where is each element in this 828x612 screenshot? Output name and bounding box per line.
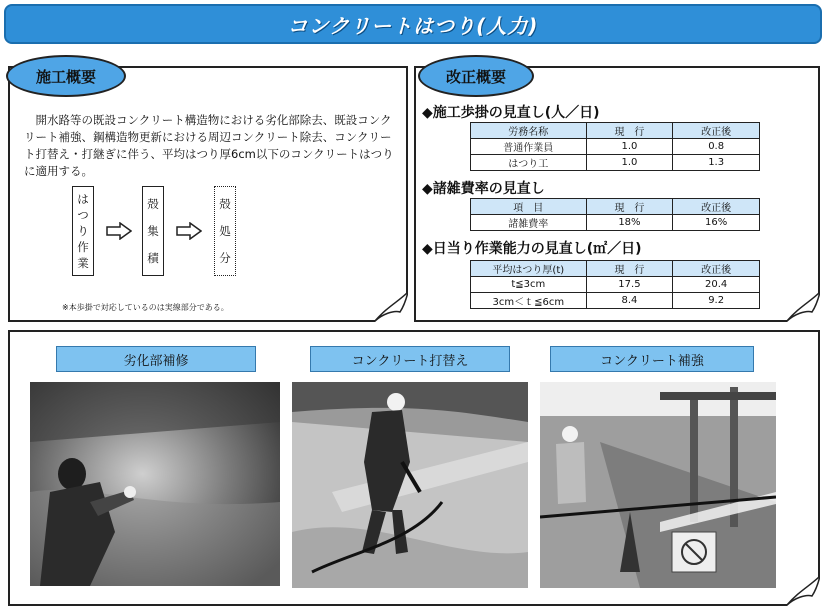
- page-fold-icon: [786, 292, 820, 322]
- table-header: 現 行: [586, 261, 673, 277]
- table-header: 項 目: [471, 199, 587, 215]
- table-row: [471, 293, 760, 309]
- section-title: ◆施工歩掛の見直し(人／日): [422, 105, 600, 121]
- flow-char: 作: [77, 240, 89, 254]
- table-cell: 普通作業員: [471, 139, 587, 155]
- flow-char: 処: [219, 223, 231, 238]
- table-cell: 8.4: [586, 293, 673, 309]
- photo-label: コンクリート補強: [550, 346, 754, 372]
- photos-panel: [8, 330, 820, 606]
- revision-panel: [414, 66, 820, 322]
- overview-panel: [8, 66, 408, 322]
- table-cell: 18%: [586, 215, 673, 231]
- flow-arrow-icon: [176, 222, 202, 240]
- table-cell: 20.4: [673, 277, 760, 293]
- page-title-banner: [4, 4, 822, 44]
- page-title: コンクリートはつり(人力): [287, 13, 539, 38]
- flow-step-shobun: [214, 186, 236, 276]
- table-header: 労務名称: [471, 123, 587, 139]
- table-header: 改正後: [673, 123, 760, 139]
- labor-table: [470, 122, 760, 171]
- overview-heading: 施工概要: [6, 55, 126, 97]
- table-cell: 9.2: [673, 293, 760, 309]
- flow-char: り: [77, 224, 89, 238]
- table-row: [471, 215, 760, 231]
- photo-label: 劣化部補修: [56, 346, 256, 372]
- flow-step-hatsuri: [72, 186, 94, 276]
- table-row: [471, 277, 760, 293]
- page-fold-icon: [786, 576, 820, 606]
- flow-char: 殻: [219, 197, 231, 212]
- table-cell: 1.0: [586, 155, 673, 171]
- table-row: [471, 155, 760, 171]
- table-cell: はつり工: [471, 155, 587, 171]
- table-cell: 諸雑費率: [471, 215, 587, 231]
- table-header: 改正後: [673, 199, 760, 215]
- table-header: 改正後: [673, 261, 760, 277]
- table-cell: 17.5: [586, 277, 673, 293]
- table-header: 平均はつり厚(t): [471, 261, 587, 277]
- flow-char: 集: [147, 223, 159, 238]
- table-header-row: [471, 199, 760, 215]
- table-header: 現 行: [586, 123, 673, 139]
- section-title: ◆諸雑費率の見直し: [422, 181, 545, 197]
- revision-heading: 改正概要: [418, 55, 534, 97]
- concrete-reinforcement-photo: [540, 382, 776, 588]
- table-cell: 3cm＜ｔ≦6cm: [471, 293, 587, 309]
- table-cell: 16%: [673, 215, 760, 231]
- flow-char: 分: [219, 250, 231, 265]
- flow-char: つ: [77, 208, 89, 222]
- table-row: [471, 139, 760, 155]
- photo-label: コンクリート打替え: [310, 346, 510, 372]
- table-cell: 0.8: [673, 139, 760, 155]
- page-fold-icon: [374, 292, 408, 322]
- repair-work-photo: [30, 382, 280, 586]
- table-header-row: [471, 123, 760, 139]
- flow-char: 業: [77, 256, 89, 270]
- concrete-replacement-photo: [292, 382, 528, 588]
- flow-char: 殻: [147, 197, 159, 212]
- flow-char: 積: [147, 250, 159, 265]
- table-header-row: [471, 261, 760, 277]
- flow-step-shuseki: [142, 186, 164, 276]
- table-header: 現 行: [586, 199, 673, 215]
- overview-description: 開水路等の既設コンクリート構造物における劣化部除去、既設コンクリート補強、鋼構造物更新における周辺コンクリート除去、コンクリート打替え・打継ぎに伴う、平均はつり厚6cm以下のコンクリートはつりに適用する。: [24, 113, 394, 178]
- flow-char: は: [77, 192, 89, 206]
- misc-cost-table: [470, 198, 760, 231]
- table-cell: t≦3cm: [471, 277, 587, 293]
- table-cell: 1.3: [673, 155, 760, 171]
- flow-arrow-icon: [106, 222, 132, 240]
- table-cell: 1.0: [586, 139, 673, 155]
- section-title: ◆日当り作業能力の見直し(㎡／日): [422, 241, 642, 257]
- overview-note: ※本歩掛で対応しているのは実線部分である。: [62, 303, 229, 312]
- capacity-table: [470, 260, 760, 309]
